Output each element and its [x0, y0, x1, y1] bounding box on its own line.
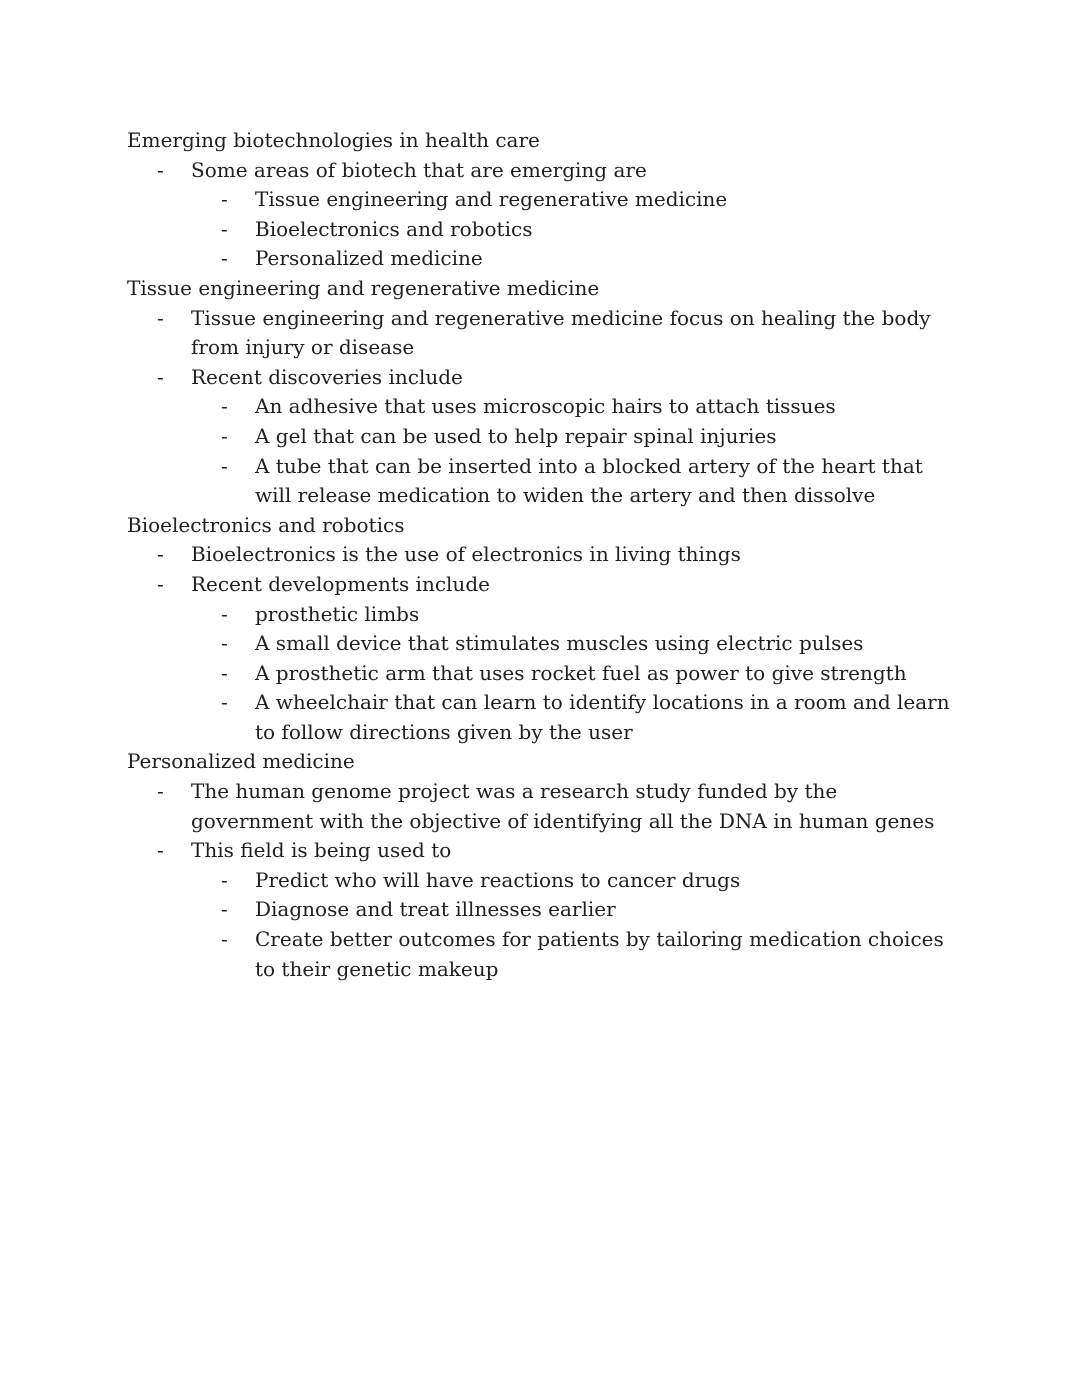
- list-item-text: This field is being used to: [191, 838, 452, 863]
- list-item: [127, 777, 957, 836]
- sub-list-item: [127, 244, 957, 274]
- sub-list-item-text: Create better outcomes for patients by tailoring medication choices to their genetic makeup: [255, 927, 944, 981]
- bullet-dash: -: [157, 364, 164, 389]
- sub-list-item: [127, 600, 957, 630]
- bullet-dash: -: [221, 631, 228, 656]
- bullet-dash: -: [221, 216, 228, 241]
- sub-list-item: [127, 925, 957, 984]
- notes-content: [127, 126, 957, 984]
- sub-list-item: [127, 688, 957, 747]
- sub-list-item-text: A wheelchair that can learn to identify locations in a room and learn to follow directions given by the user: [255, 690, 950, 744]
- sub-list-item-text: A prosthetic arm that uses rocket fuel as power to give strength: [255, 660, 907, 685]
- bullet-dash: -: [221, 187, 228, 212]
- sub-list-item-text: An adhesive that uses microscopic hairs to attach tissues: [255, 394, 836, 419]
- sub-list-item-text: A small device that stimulates muscles using electric pulses: [255, 631, 864, 656]
- section: [127, 274, 957, 511]
- section-heading: Emerging biotechnologies in health care: [127, 128, 540, 152]
- list-item-text: Recent developments include: [191, 571, 490, 596]
- sub-list-item-text: prosthetic limbs: [255, 601, 420, 626]
- list-item: [127, 304, 957, 363]
- bullet-dash: -: [221, 246, 228, 271]
- sub-list-item-text: Diagnose and treat illnesses earlier: [255, 897, 616, 922]
- bullet-dash: -: [221, 423, 228, 448]
- list-item: [127, 156, 957, 186]
- bullet-dash: -: [221, 927, 228, 952]
- list-item-text: Recent discoveries include: [191, 364, 463, 389]
- bullet-dash: -: [157, 779, 164, 804]
- list-item-text: Tissue engineering and regenerative medicine focus on healing the body from injury or disease: [191, 305, 931, 360]
- list-item-text: The human genome project was a research study funded by the government with the objective of identifying all the DNA in human genes: [191, 779, 935, 833]
- section-heading: Bioelectronics and robotics: [127, 512, 405, 537]
- list-item-text: Bioelectronics is the use of electronics in living things: [191, 542, 741, 567]
- bullet-dash: -: [221, 897, 228, 922]
- sub-list-item: [127, 422, 957, 452]
- sub-list-item: [127, 866, 957, 896]
- bullet-dash: -: [157, 157, 164, 182]
- bullet-dash: -: [221, 690, 228, 715]
- bullet-dash: -: [157, 305, 164, 330]
- bullet-dash: -: [157, 838, 164, 863]
- list-item: [127, 836, 957, 866]
- sub-list-item-text: A tube that can be inserted into a blocked artery of the heart that will release medication to widen the artery and then dissolve: [255, 453, 923, 508]
- sub-list-item-text: Personalized medicine: [255, 246, 483, 271]
- bullet-dash: -: [221, 453, 228, 478]
- sub-list-item: [127, 392, 957, 422]
- sub-list-item: [127, 659, 957, 689]
- sub-list-item-text: Predict who will have reactions to cancer drugs: [255, 867, 741, 892]
- bullet-dash: -: [221, 660, 228, 685]
- sub-list-item: [127, 215, 957, 245]
- bullet-dash: -: [157, 571, 164, 596]
- section: [127, 126, 957, 274]
- sub-list-item: [127, 185, 957, 215]
- sub-list-item-text: Tissue engineering and regenerative medicine: [255, 187, 728, 212]
- sub-list-item: [127, 895, 957, 925]
- sub-list-item: [127, 629, 957, 659]
- bullet-dash: -: [221, 601, 228, 626]
- list-item: [127, 363, 957, 393]
- list-item: [127, 540, 957, 570]
- list-item: [127, 570, 957, 600]
- section: [127, 747, 957, 984]
- sub-list-item: [127, 452, 957, 511]
- sub-list-item-text: A gel that can be used to help repair spinal injuries: [255, 423, 777, 448]
- bullet-dash: -: [157, 542, 164, 567]
- section-heading: Personalized medicine: [127, 749, 355, 774]
- section-heading: Tissue engineering and regenerative medicine: [127, 275, 600, 300]
- section: [127, 511, 957, 748]
- sub-list-item-text: Bioelectronics and robotics: [255, 216, 533, 241]
- bullet-dash: -: [221, 394, 228, 419]
- bullet-dash: -: [221, 867, 228, 892]
- list-item-text: Some areas of biotech that are emerging are: [191, 157, 647, 182]
